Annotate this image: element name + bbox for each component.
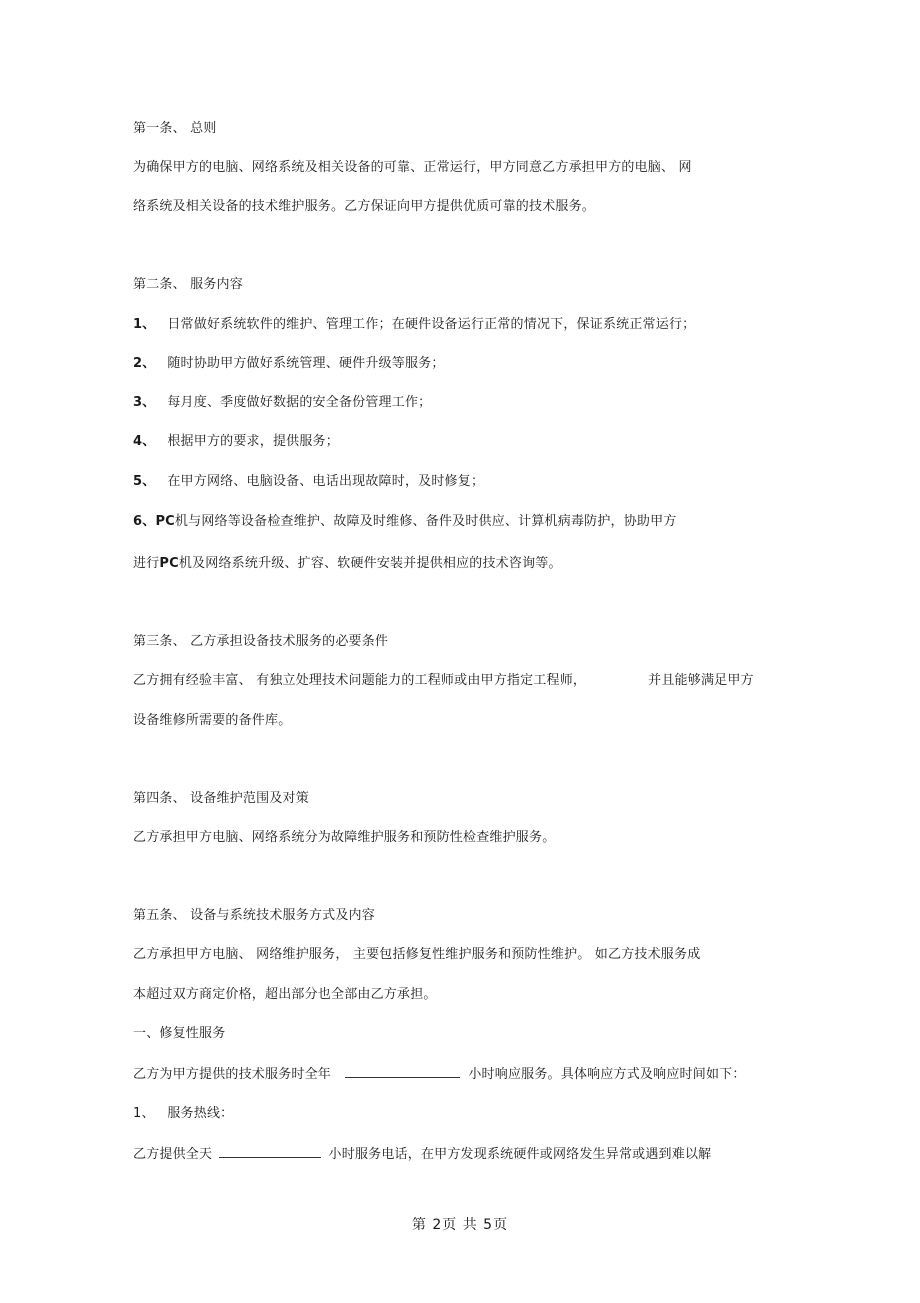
item-number: 4、 — [133, 434, 156, 449]
text-pre: 乙方为甲方提供的技术服务时全年 — [133, 1067, 332, 1082]
section-1-paragraph-line-1: 为确保甲方的电脑、网络系统及相关设备的可靠、正常运行，甲方同意乙方承担甲方的电脑、 网 — [133, 160, 692, 175]
hotline-label: 服务热线： — [167, 1106, 234, 1121]
text-post: 小时响应服务。具体响应方式及响应时间如下： — [468, 1067, 746, 1082]
item-text: 根据甲方的要求，提供服务； — [167, 434, 339, 449]
section-4-paragraph: 乙方承担甲方电脑、网络系统分为故障维护服务和预防性检查维护服务。 — [133, 830, 556, 845]
section-3-heading: 第三条、 乙方承担设备技术服务的必要条件 — [133, 634, 389, 649]
section-1-paragraph-line-2: 络系统及相关设备的技术维护服务。乙方保证向甲方提供优质可靠的技术服务。 — [133, 199, 596, 214]
section-3-paragraph-line-1 — [133, 673, 754, 689]
subsection-repair-heading: 一、修复性服务 — [133, 1026, 226, 1041]
page-label-pre: 第 — [411, 1217, 427, 1233]
hotline-line — [133, 1146, 711, 1163]
section-5-paragraph-line-1: 乙方承担甲方电脑、 网络维护服务， 主要包括修复性维护服务和预防性维护。 如乙方技术服务成 — [133, 947, 701, 962]
hotline-heading — [133, 1106, 233, 1122]
item-text: 机及网络系统升级、扩容、软硬件安装并提供相应的技术咨询等。 — [178, 556, 562, 571]
text-pre: 乙方提供全天 — [133, 1147, 213, 1162]
text-part-b: 并且能够满足甲方 — [648, 673, 754, 688]
section-3-paragraph-line-2: 设备维修所需要的备件库。 — [133, 713, 292, 728]
pc-term: PC — [159, 556, 179, 571]
text-post: 小时服务电话，在甲方发现系统硬件或网络发生异常或遇到难以解 — [328, 1147, 712, 1162]
section-2-heading: 第二条、 服务内容 — [133, 277, 243, 292]
current-page-number: 2 — [432, 1217, 443, 1233]
section-5-heading: 第五条、 设备与系统技术服务方式及内容 — [133, 908, 375, 923]
page-label-post: 页 — [493, 1217, 509, 1233]
service-item-3 — [133, 395, 431, 411]
service-item-1 — [133, 317, 695, 333]
item-text-pre: 进行 — [133, 556, 160, 571]
service-item-5 — [133, 474, 484, 490]
total-pages-number: 5 — [483, 1217, 494, 1233]
item-number: 1、 — [133, 1106, 155, 1121]
pc-term: PC — [155, 514, 175, 529]
section-5-paragraph-line-2: 本超过双方商定价格，超出部分也全部由乙方承担。 — [133, 987, 437, 1002]
section-4-heading: 第四条、 设备维护范围及对策 — [133, 791, 309, 806]
page-footer — [0, 1216, 920, 1234]
section-1-heading: 第一条、 总则 — [133, 121, 217, 136]
service-item-2 — [133, 356, 445, 372]
item-number: 2、 — [133, 356, 156, 371]
item-text: 在甲方网络、电脑设备、电话出现故障时，及时修复； — [167, 474, 485, 489]
item-text: 随时协助甲方做好系统管理、硬件升级等服务； — [167, 356, 445, 371]
response-hours-blank[interactable] — [345, 1066, 460, 1078]
response-time-line — [133, 1066, 746, 1083]
service-item-6-line-1 — [133, 514, 677, 530]
service-item-6-line-2 — [133, 556, 562, 572]
text-part-a: 乙方拥有经验丰富、 有独立处理技术问题能力的工程师或由甲方指定工程师， — [133, 673, 587, 688]
item-text: 机与网络等设备检查维护、故障及时维修、备件及时供应、计算机病毒防护，协助甲方 — [174, 514, 677, 529]
item-number: 1、 — [133, 317, 156, 332]
item-text: 每月度、季度做好数据的安全备份管理工作； — [167, 395, 432, 410]
item-number: 5、 — [133, 474, 156, 489]
item-number: 6、 — [133, 514, 156, 529]
item-number: 3、 — [133, 395, 156, 410]
service-item-4 — [133, 434, 339, 450]
page-label-mid: 页 共 — [442, 1217, 478, 1233]
item-text: 日常做好系统软件的维护、管理工作；在硬件设备运行正常的情况下，保证系统正常运行； — [167, 317, 696, 332]
hotline-hours-blank[interactable] — [219, 1146, 321, 1158]
